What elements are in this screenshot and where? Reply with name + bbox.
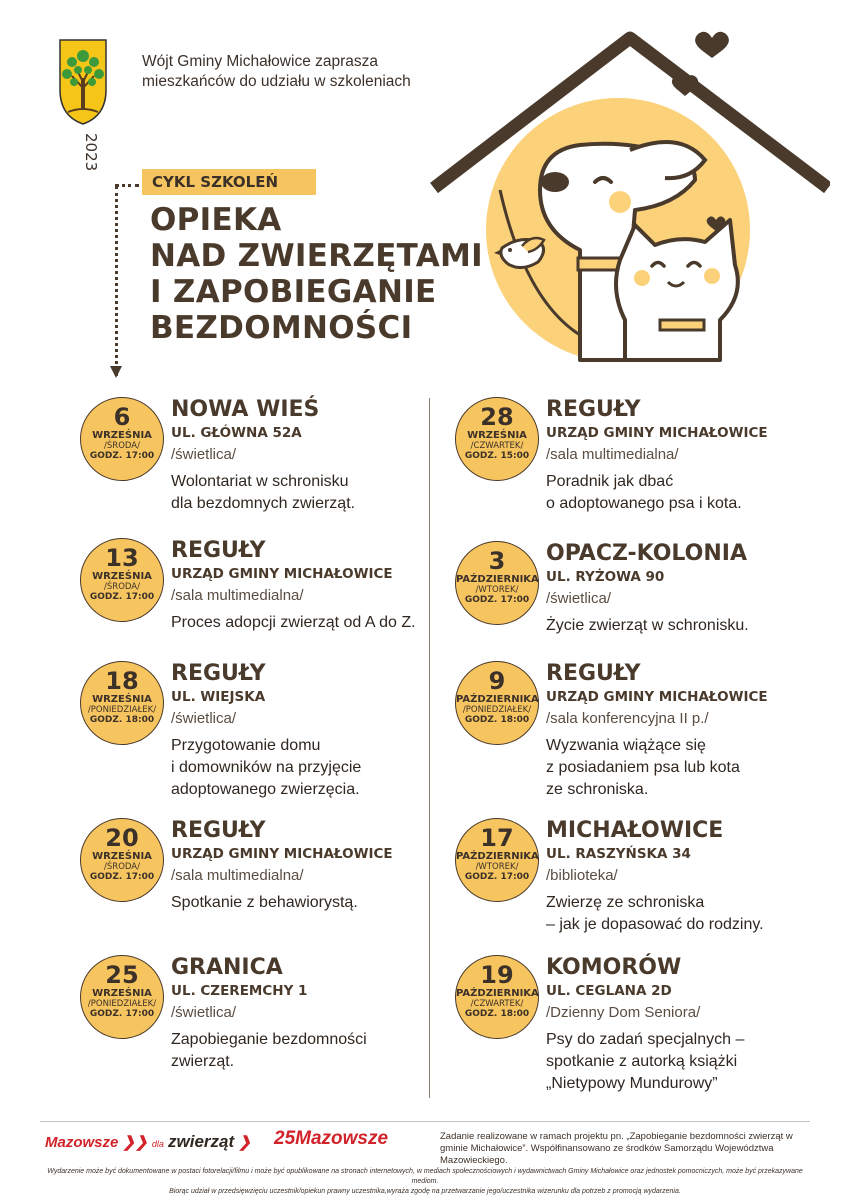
event-day: 6 (113, 403, 131, 431)
event-weekday: /CZWARTEK/ (470, 999, 524, 1009)
event-address: UL. GŁÓWNA 52A (171, 425, 302, 441)
event-room: /świetlica/ (171, 446, 237, 463)
mazowsze-dla-zwierzat-logo (45, 1132, 251, 1152)
event-place: OPACZ-KOLONIA (546, 541, 747, 566)
event-item (80, 397, 440, 527)
event-address: UL. WIEJSKA (171, 689, 266, 705)
house-pets-illustration (430, 20, 830, 365)
event-weekday: /WTOREK/ (475, 862, 519, 872)
event-day: 9 (488, 667, 506, 695)
event-description: Zapobieganie bezdomności zwierząt. (171, 1031, 367, 1070)
event-place: KOMORÓW (546, 955, 682, 980)
date-badge (80, 661, 164, 745)
event-place: GRANICA (171, 955, 283, 980)
event-address: UL. CZEREMCHY 1 (171, 983, 308, 999)
event-description: Poradnik jak dbać o adoptowanego psa i kota. (546, 473, 742, 512)
event-time: GODZ. 17:00 (89, 451, 155, 461)
event-weekday: /ŚRODA/ (104, 441, 140, 451)
event-day: 20 (105, 824, 139, 852)
logo-zwierzat-text: zwierząt (168, 1132, 235, 1151)
event-room: /sala multimedialna/ (171, 587, 304, 604)
event-place: REGUŁY (171, 661, 266, 686)
event-item (80, 538, 440, 668)
event-month: WRZEŚNIA (92, 430, 152, 441)
coat-of-arms-icon (58, 38, 108, 126)
event-day: 18 (105, 667, 139, 695)
event-day: 25 (105, 961, 139, 989)
date-badge (455, 661, 539, 745)
project-funding-text: Zadanie realizowane w ramach projektu pn. „Zapobieganie bezdomności zwierząt w gminie Michałowice”. Współfinansowano ze środków Samorządu Województwa Mazowieckiego. (440, 1131, 793, 1166)
event-room: /świetlica/ (171, 1004, 237, 1021)
event-body (171, 397, 456, 515)
event-month: WRZEŚNIA (467, 430, 527, 441)
cat-icon (616, 220, 738, 360)
event-day: 19 (480, 961, 514, 989)
event-body (546, 818, 831, 936)
flow-arrow-icon (110, 366, 122, 378)
event-day: 17 (480, 824, 514, 852)
disclaimer-line-1: Wydarzenie może być dokumentowane w postaci fotorelacji/filmu i może być opublikowane na stronach internetowych, w mediach społecznościowych i wydawnictwach Gminy Michałowice oraz jednostek pomocniczych, może być przekazywane mediom. (47, 1168, 803, 1185)
event-month: WRZEŚNIA (92, 694, 152, 705)
date-badge (455, 955, 539, 1039)
event-address: UL. RASZYŃSKA 34 (546, 846, 691, 862)
event-body (171, 538, 456, 634)
event-description: Proces adopcji zwierząt od A do Z. (171, 614, 416, 631)
event-address: UL. CEGLANA 2D (546, 983, 672, 999)
event-time: GODZ. 18:00 (464, 715, 530, 725)
title-line: BEZDOMNOŚCI (150, 310, 413, 346)
event-body (171, 955, 456, 1073)
25-mazowsze-logo (274, 1128, 388, 1150)
year-label: 2023 (82, 133, 100, 172)
date-badge (80, 538, 164, 622)
title-line: I ZAPOBIEGANIE (150, 274, 437, 310)
event-weekday: /PONIEDZIAŁEK/ (462, 705, 532, 715)
event-month: PAŹDZIERNIKA (456, 851, 539, 862)
event-address: URZĄD GMINY MICHAŁOWICE (546, 689, 768, 705)
event-room: /Dzienny Dom Seniora/ (546, 1004, 701, 1021)
event-weekday: /WTOREK/ (475, 585, 519, 595)
event-address: UL. RYŻOWA 90 (546, 569, 665, 585)
event-body (546, 541, 831, 637)
logo-arrows-icon: ❯❯ (122, 1134, 152, 1151)
logo-dla-text: dla (151, 1139, 164, 1149)
event-place: NOWA WIEŚ (171, 397, 320, 422)
event-month: WRZEŚNIA (92, 851, 152, 862)
title-line: NAD ZWIERZĘTAMI (150, 238, 483, 274)
event-room: /świetlica/ (171, 710, 237, 727)
date-badge (455, 397, 539, 481)
disclaimer-line-2: Biorąc udział w przedsięwzięciu uczestnik/opiekun prawny uczestnika,wyraża zgodę na przetwarzanie jego/uczestnika wizerunku dla potrzeb z promocją wydarzenia. (169, 1188, 681, 1195)
event-room: /sala konferencyjna II p./ (546, 710, 709, 727)
event-time: GODZ. 18:00 (89, 715, 155, 725)
disclaimer-text (40, 1167, 810, 1197)
event-body (171, 818, 456, 914)
event-time: GODZ. 17:00 (89, 1009, 155, 1019)
event-description: Spotkanie z behawiorystą. (171, 894, 358, 911)
event-body (546, 661, 831, 801)
event-weekday: /PONIEDZIAŁEK/ (87, 705, 157, 715)
title-line: OPIEKA (150, 202, 282, 238)
intro-line-1: Wójt Gminy Michałowice zaprasza (142, 53, 379, 70)
logo-25-number: 25 (274, 1128, 296, 1149)
event-room: /sala multimedialna/ (546, 446, 679, 463)
event-body (546, 397, 831, 515)
intro-line-2: mieszkańców do udziału w szkoleniach (142, 73, 411, 90)
event-place: REGUŁY (546, 397, 641, 422)
event-description: Życie zwierząt w schronisku. (546, 617, 749, 634)
event-item (455, 955, 815, 1092)
flow-connector-line (115, 186, 119, 376)
event-weekday: /PONIEDZIAŁEK/ (87, 999, 157, 1009)
event-item (455, 541, 815, 671)
event-item (80, 955, 440, 1085)
event-item (455, 818, 815, 948)
event-description: Wyzwania wiążące się z posiadaniem psa lub kota ze schroniska. (546, 737, 740, 798)
event-item (455, 661, 815, 798)
event-time: GODZ. 17:00 (464, 872, 530, 882)
event-body (546, 955, 831, 1095)
event-item (80, 661, 440, 798)
event-time: GODZ. 17:00 (464, 595, 530, 605)
date-badge (455, 541, 539, 625)
event-day: 13 (105, 544, 139, 572)
event-room: /biblioteka/ (546, 867, 618, 884)
event-month: PAŹDZIERNIKA (456, 988, 539, 999)
logo-chevron-icon: ❯ (238, 1134, 251, 1151)
event-place: MICHAŁOWICE (546, 818, 724, 843)
date-badge (80, 818, 164, 902)
event-place: REGUŁY (171, 818, 266, 843)
date-badge (80, 397, 164, 481)
event-description: Psy do zadań specjalnych – spotkanie z autorką książki „Nietypowy Mundurowy” (546, 1031, 745, 1092)
event-time: GODZ. 17:00 (89, 592, 155, 602)
date-badge (455, 818, 539, 902)
event-room: /świetlica/ (546, 590, 612, 607)
event-weekday: /ŚRODA/ (104, 862, 140, 872)
logo-mazowsze-text: Mazowsze (45, 1134, 119, 1151)
event-day: 3 (488, 547, 506, 575)
event-description: Zwierzę ze schroniska – jak je dopasować do rodziny. (546, 894, 764, 933)
event-time: GODZ. 15:00 (464, 451, 530, 461)
intro-text (142, 52, 411, 92)
event-room: /sala multimedialna/ (171, 867, 304, 884)
event-address: URZĄD GMINY MICHAŁOWICE (171, 566, 393, 582)
event-description: Wolontariat w schronisku dla bezdomnych zwierząt. (171, 473, 356, 512)
event-time: GODZ. 18:00 (464, 1009, 530, 1019)
logo-25-name: Mazowsze (295, 1128, 389, 1149)
footer-divider (40, 1121, 810, 1122)
event-weekday: /CZWARTEK/ (470, 441, 524, 451)
event-description: Przygotowanie domu i domowników na przyjęcie adoptowanego zwierzęcia. (171, 737, 362, 798)
event-item (455, 397, 815, 527)
event-month: PAŹDZIERNIKA (456, 574, 539, 585)
year-wrap (82, 133, 138, 172)
event-month: WRZEŚNIA (92, 988, 152, 999)
event-weekday: /ŚRODA/ (104, 582, 140, 592)
event-body (171, 661, 456, 801)
event-place: REGUŁY (546, 661, 641, 686)
event-item (80, 818, 440, 948)
event-month: WRZEŚNIA (92, 571, 152, 582)
event-month: PAŹDZIERNIKA (456, 694, 539, 705)
event-place: REGUŁY (171, 538, 266, 563)
event-time: GODZ. 17:00 (89, 872, 155, 882)
date-badge (80, 955, 164, 1039)
cycle-label: CYKL SZKOLEŃ (142, 169, 316, 195)
event-address: URZĄD GMINY MICHAŁOWICE (171, 846, 393, 862)
event-address: URZĄD GMINY MICHAŁOWICE (546, 425, 768, 441)
event-day: 28 (480, 403, 514, 431)
